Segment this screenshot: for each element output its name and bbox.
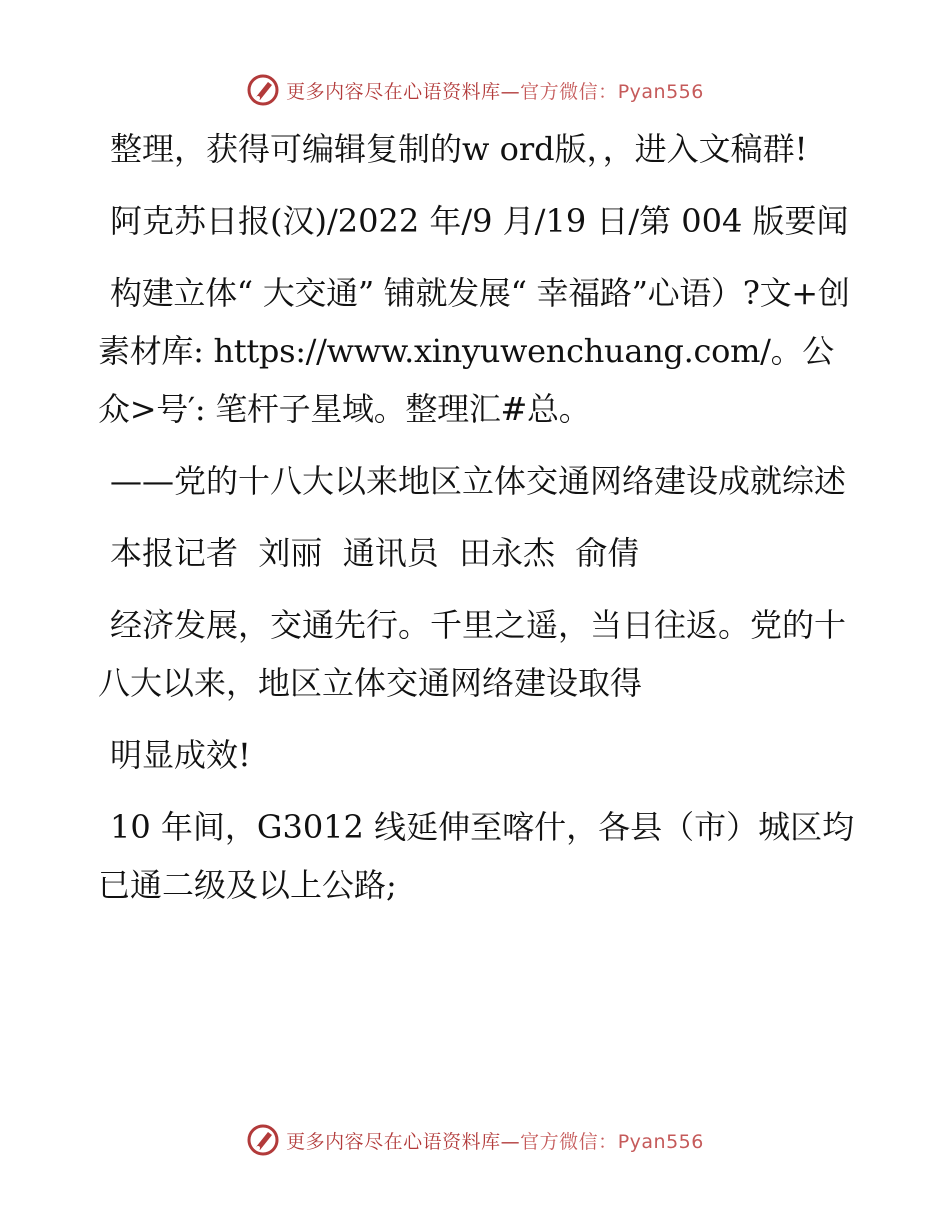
banner-main: 更多内容尽在心语资料库 bbox=[286, 1130, 501, 1153]
paragraph-note bbox=[98, 120, 858, 178]
document-body bbox=[98, 120, 858, 928]
banner-dash: — bbox=[500, 1130, 521, 1153]
banner-dash: — bbox=[500, 80, 521, 103]
paragraph-byline bbox=[98, 524, 858, 582]
paragraph-text: 阿克苏日报(汉)/2022 年/9 月/19 日/第 004 版要闻 bbox=[110, 202, 849, 240]
paragraph-intro bbox=[98, 596, 858, 712]
paragraph-text: 构建立体“ 大交通” 铺就发展“ 幸福路”心语）?文+创素材库: https://www.xinyuwenchuang.com/。公众>号′: 笔杆子星域。整理汇#总。 bbox=[98, 274, 850, 428]
banner-wechat-label: 官方微信： bbox=[520, 80, 618, 103]
paragraph-subtitle bbox=[98, 452, 858, 510]
paragraph-headline bbox=[98, 264, 858, 438]
paragraph-text: 整理，获得可编辑复制的w ord版，，进入文稿群! bbox=[110, 130, 808, 168]
banner-wechat-id: Pyan556 bbox=[617, 1130, 704, 1153]
paragraph-text: 明显成效! bbox=[110, 736, 251, 774]
paragraph-text: ——党的十八大以来地区立体交通网络建设成就综述 bbox=[110, 462, 847, 500]
footer-banner bbox=[0, 1120, 950, 1160]
banner-wechat-label: 官方微信： bbox=[520, 1130, 618, 1153]
pen-logo-icon bbox=[246, 1123, 280, 1157]
paragraph-text: 本报记者 刘丽 通讯员 田永杰 俞倩 bbox=[110, 534, 640, 572]
banner-text bbox=[286, 1127, 704, 1154]
header-banner bbox=[0, 70, 950, 110]
paragraph-source bbox=[98, 192, 858, 250]
pen-logo-icon bbox=[246, 73, 280, 107]
banner-text bbox=[286, 77, 704, 104]
banner-wechat-id: Pyan556 bbox=[617, 80, 704, 103]
banner-main: 更多内容尽在心语资料库 bbox=[286, 80, 501, 103]
paragraph-text: 10 年间，G3012 线延伸至喀什，各县（市）城区均已通二级及以上公路; bbox=[98, 808, 855, 904]
paragraph-intro-end bbox=[98, 726, 858, 784]
paragraph-highway bbox=[98, 798, 858, 914]
paragraph-text: 经济发展，交通先行。千里之遥，当日往返。党的十八大以来，地区立体交通网络建设取得 bbox=[98, 606, 847, 702]
